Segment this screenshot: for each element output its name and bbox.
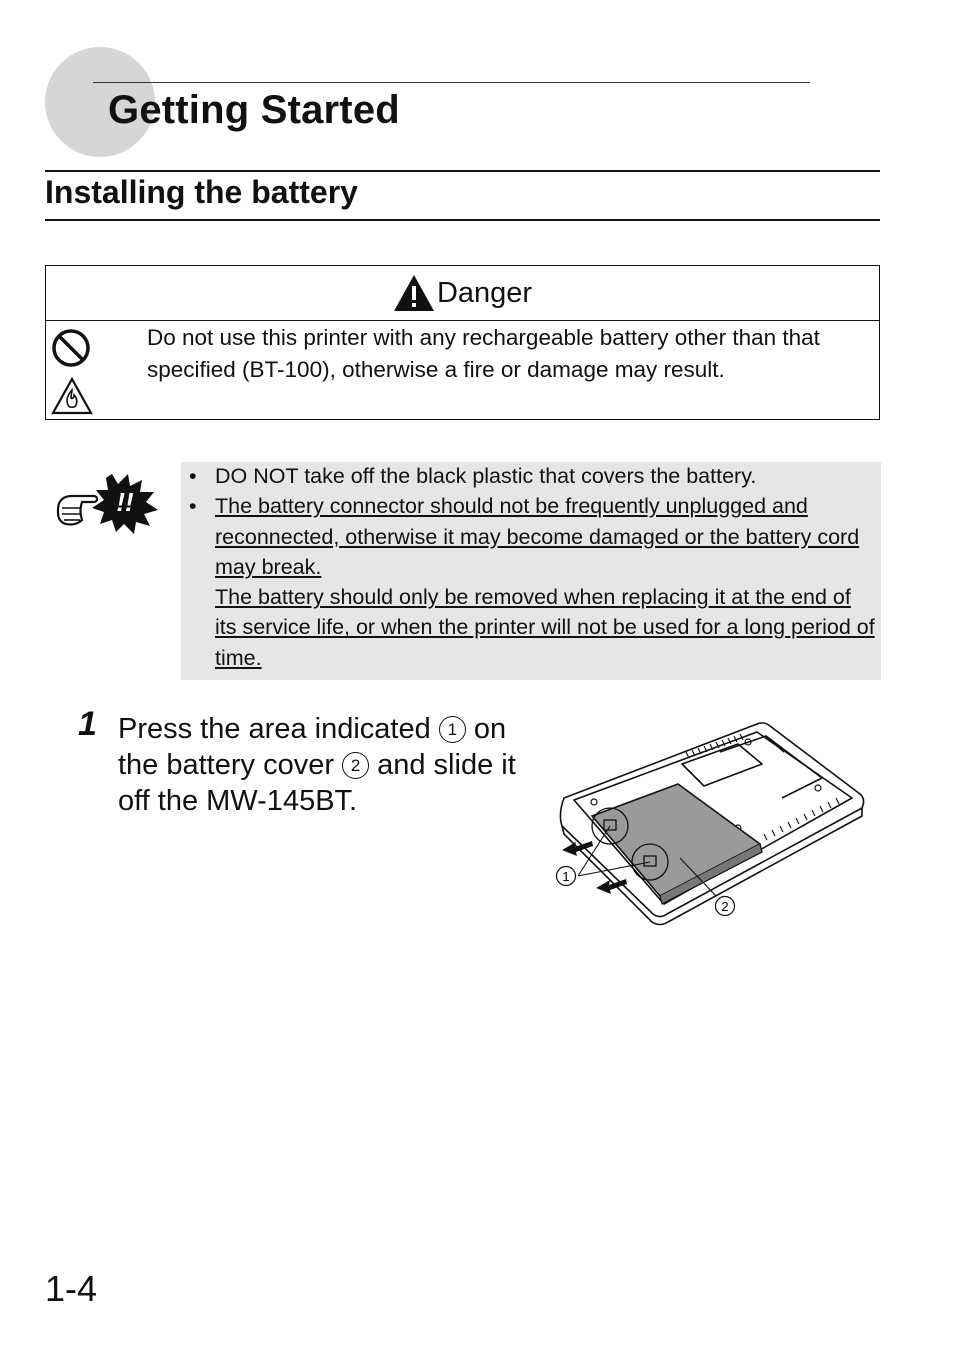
danger-heading: Danger xyxy=(436,276,533,309)
section-rule-top xyxy=(45,170,880,172)
note-list xyxy=(186,461,876,673)
section-rule-bottom xyxy=(45,219,880,221)
section-title: Installing the battery xyxy=(45,174,358,210)
prohibited-icon xyxy=(51,328,91,368)
note-icon-text: !! xyxy=(116,487,134,517)
battery-cover-illustration xyxy=(552,716,872,931)
note-item: • DO NOT take off the black plastic that covers the battery. xyxy=(186,461,876,491)
pointing-hand-exclamation-icon xyxy=(54,470,162,536)
step-text: Press the area indicated 1 on the battery cover 2 and slide it off the MW-145BT. xyxy=(118,713,516,817)
danger-text: Do not use this printer with any rechargeable battery other than that specified (BT-100), otherwise a fire or damage may result. xyxy=(147,325,820,382)
note-item-text: The battery connector should not be frequently unplugged and reconnected, otherwise it may become damaged or the battery cord may break. xyxy=(215,494,860,579)
chapter-rule xyxy=(93,82,810,83)
chapter-title: Getting Started xyxy=(108,88,400,132)
figure-callout-1: 1 xyxy=(562,869,570,884)
fire-warning-icon xyxy=(50,376,94,416)
danger-header xyxy=(46,266,879,321)
figure-callout-2: 2 xyxy=(721,899,729,914)
callout-marker-1: 1 xyxy=(439,716,466,743)
note-item xyxy=(186,491,876,673)
danger-box xyxy=(45,265,880,420)
step-number: 1 xyxy=(78,705,97,743)
note-item-continuation: The battery should only be removed when replacing it at the end of its service life, or when the printer will not be used for a long period of time. xyxy=(215,585,875,670)
warning-triangle-icon xyxy=(393,274,435,312)
callout-marker-2: 2 xyxy=(342,752,369,779)
page-number: 1-4 xyxy=(45,1268,98,1309)
